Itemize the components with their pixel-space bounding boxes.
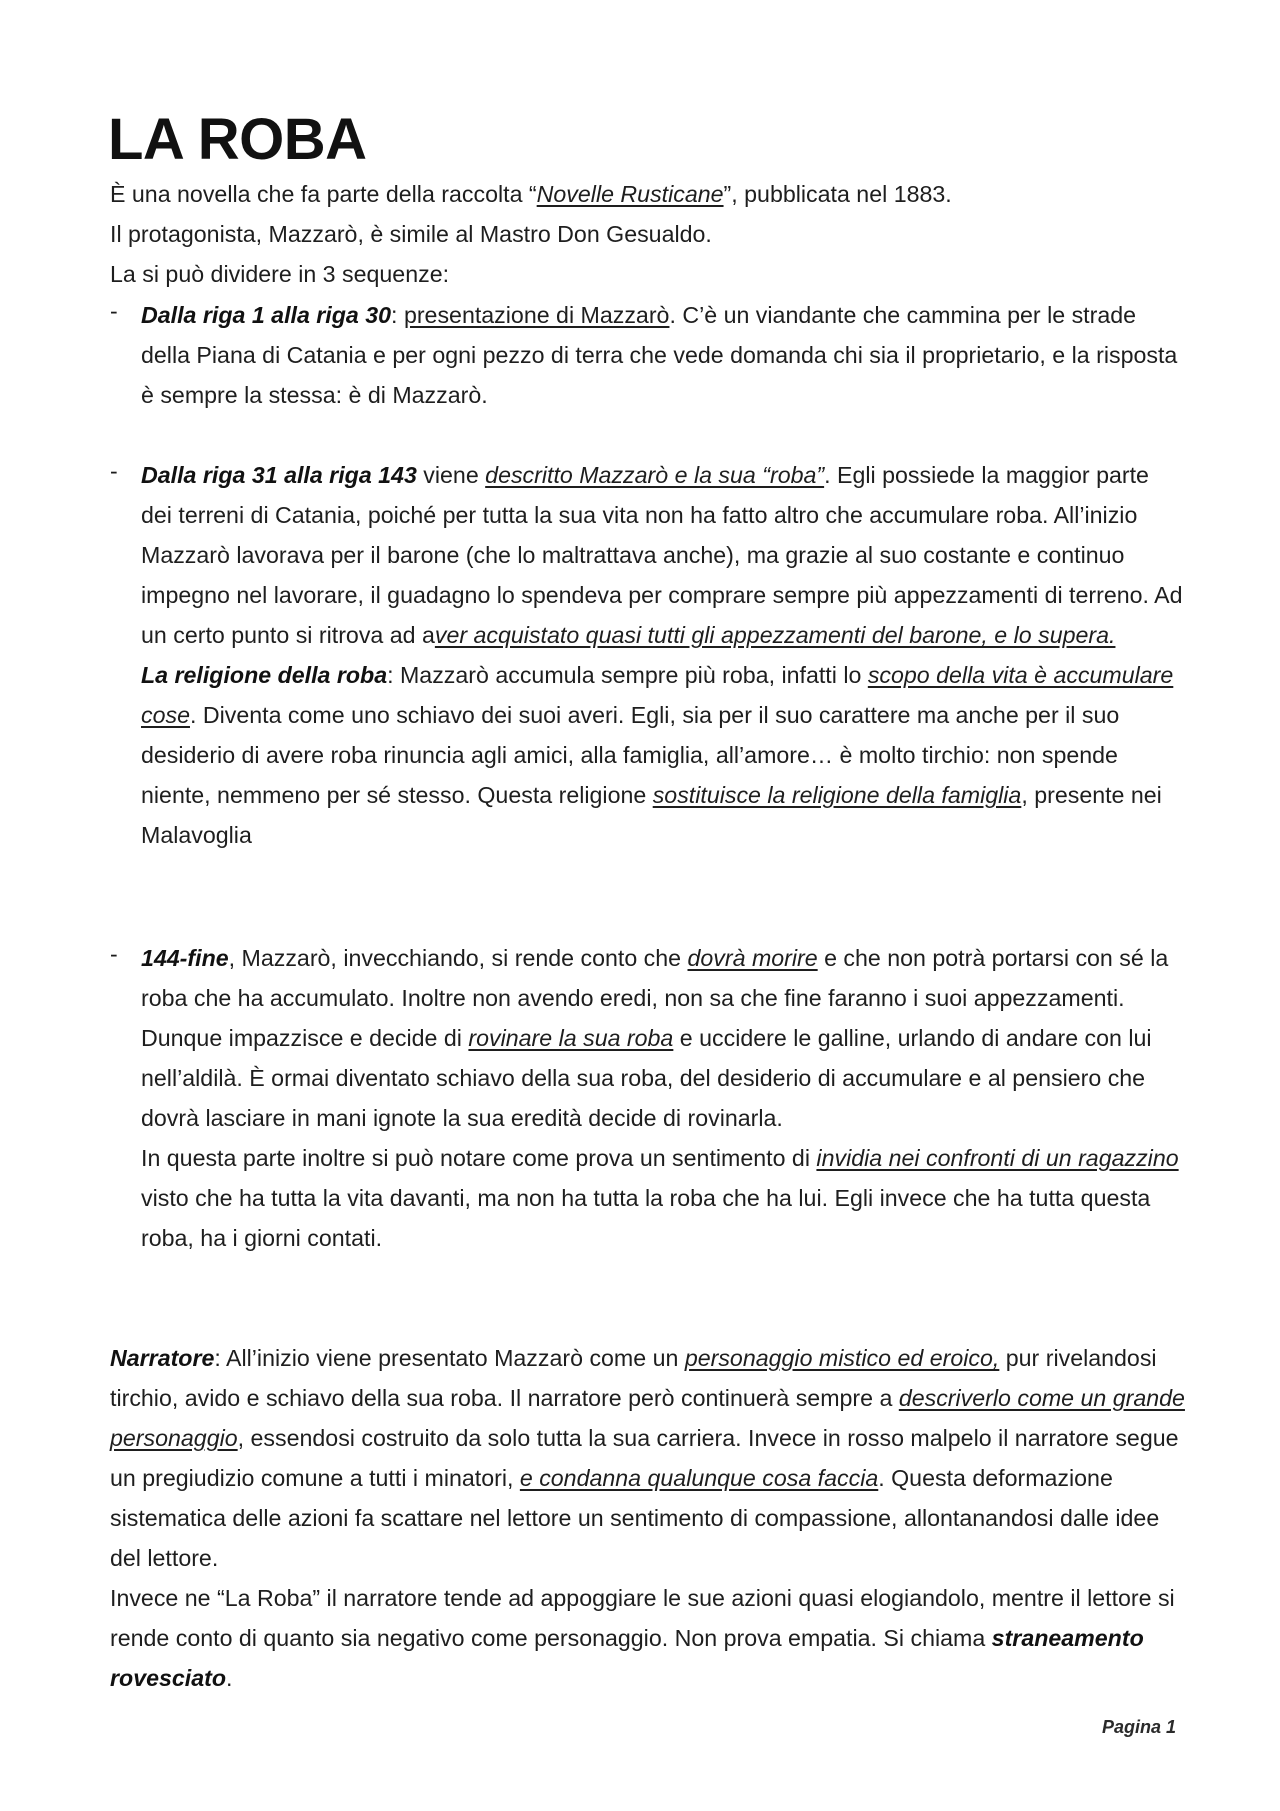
- narrator-lead: Narratore: [110, 1345, 215, 1371]
- page-number: Pagina 1: [1101, 1717, 1176, 1737]
- sequence-item-3: [110, 938, 1185, 1258]
- sequence-text: e che non potrà portarsi con sé la roba che ha accumulato. Inoltre non avendo eredi, non sa che fine faranno i suoi appezzamenti. Dunque impazzisce e decide di: [141, 945, 1169, 1051]
- narrator-paragraph-2: [110, 1578, 1185, 1698]
- sequence-lead: Dalla riga 31 alla riga 143: [141, 462, 417, 488]
- sequence-item-1: [110, 295, 1185, 415]
- bullet-dash: -: [110, 941, 118, 967]
- key-term: straneamento rovesciato: [110, 1625, 1144, 1691]
- underlined-phrase: e condanna qualunque cosa faccia: [519, 1465, 879, 1491]
- underlined-phrase: ver acquistato quasi tutti gli appezzamenti del barone, e lo supera.: [434, 622, 1116, 648]
- underlined-phrase: rovinare la sua roba: [468, 1025, 674, 1051]
- underlined-phrase: descritto Mazzarò e la sua “roba”: [485, 462, 825, 488]
- underlined-phrase: invidia nei confronti di un ragazzino: [816, 1145, 1179, 1171]
- sequence-text: :: [391, 302, 404, 328]
- narrator-text: . Questa deformazione sistematica delle azioni fa scattare nel lettore un sentimento di compassione, allontanandosi dalle idee del lettore.: [110, 1465, 1160, 1571]
- sequence-lead: 144-fine: [141, 945, 229, 971]
- sequence-text: In questa parte inoltre si può notare come prova un sentimento di: [141, 1145, 817, 1171]
- sequence-text: , Mazzarò, invecchiando, si rende conto che: [228, 945, 688, 971]
- sequence-text: : Mazzarò accumula sempre più roba, infatti lo: [387, 662, 868, 688]
- narrator-text: .: [226, 1665, 233, 1691]
- narrator-text: Invece ne “La Roba” il narratore tende ad appoggiare le sue azioni quasi elogiandolo, mentre il lettore si rende conto di quanto sia negativo come personaggio. Non prova empatia. Si chiama: [110, 1585, 1175, 1651]
- underlined-phrase: personaggio mistico ed eroico,: [684, 1345, 1000, 1371]
- intro-line-1: [110, 174, 1185, 214]
- sequence-lead: Dalla riga 1 alla riga 30: [141, 302, 392, 328]
- narrator-text: pur rivelandosi tirchio, avido e schiavo della sua roba. Il narratore però continuerà sempre a: [110, 1345, 1157, 1411]
- underlined-phrase: dovrà morire: [687, 945, 818, 971]
- narrator-section: [110, 1338, 1185, 1698]
- narrator-paragraph: [110, 1338, 1185, 1578]
- sequence-content: [141, 295, 1185, 415]
- intro-line-3: La si può dividere in 3 sequenze:: [110, 261, 450, 287]
- sequence-content: [141, 455, 1185, 855]
- sequence-text: visto che ha tutta la vita davanti, ma non ha tutta la roba che ha lui. Egli invece che ha tutta questa roba, ha i giorni contati.: [141, 1185, 1151, 1251]
- document-title: LA ROBA: [108, 107, 367, 172]
- intro-paragraph: [110, 174, 1185, 294]
- underlined-phrase: scopo della vita è accumulare cose: [141, 662, 1174, 728]
- bullet-dash: -: [110, 298, 118, 324]
- bullet-dash: -: [110, 458, 118, 484]
- narrator-text: , essendosi costruito da solo tutta la sua carriera. Invece in rosso malpelo il narratore segue un pregiudizio comune a tutti i minatori,: [110, 1425, 1179, 1491]
- narrator-text: : All’inizio viene presentato Mazzarò come un: [214, 1345, 685, 1371]
- sequence-text: , presente nei Malavoglia: [141, 782, 1162, 848]
- underlined-phrase: sostituisce la religione della famiglia: [652, 782, 1022, 808]
- sequence-item-2: [110, 455, 1185, 855]
- sequence-text: viene: [416, 462, 486, 488]
- sequence-text: . Diventa come uno schiavo dei suoi averi. Egli, sia per il suo carattere ma anche per il suo desiderio di avere roba rinuncia agli amici, alla famiglia, all’amore… è molto tirchio: non spende niente, nemmeno per sé stesso. Questa religione: [141, 702, 1120, 808]
- subsection-lead: La religione della roba: [141, 662, 388, 688]
- underlined-phrase: descriverlo come un grande personaggio: [110, 1385, 1185, 1451]
- sequence-text: . Egli possiede la maggior parte dei terreni di Catania, poiché per tutta la sua vita non ha fatto altro che accumulare roba. All’inizio Mazzarò lavorava per il barone (che lo maltrattava anche), ma grazie al suo costante e continuo impegno nel lavorare, il guadagno lo spendeva per comprare sempre più appezzamenti di terreno. Ad un certo punto si ritrova ad a: [141, 462, 1183, 648]
- underlined-phrase: presentazione di Mazzarò: [403, 302, 670, 328]
- sequence-content: [141, 938, 1185, 1258]
- intro-line-2: Il protagonista, Mazzarò, è simile al Mastro Don Gesualdo.: [110, 221, 712, 247]
- sequence-text: . C’è un viandante che cammina per le strade della Piana di Catania e per ogni pezzo di terra che vede domanda chi sia il proprietario, e la risposta è sempre la stessa: è di Mazzarò.: [141, 302, 1178, 408]
- intro-text: ”, pubblicata nel 1883.: [723, 181, 952, 207]
- intro-text: È una novella che fa parte della raccolta “: [110, 181, 537, 207]
- sequence-text: e uccidere le galline, urlando di andare con lui nell’aldilà. È ormai diventato schiavo della sua roba, del desiderio di accumulare e al pensiero che dovrà lasciare in mani ignote la sua eredità decide di rovinarla.: [141, 1025, 1152, 1131]
- collection-title: Novelle Rusticane: [536, 181, 724, 207]
